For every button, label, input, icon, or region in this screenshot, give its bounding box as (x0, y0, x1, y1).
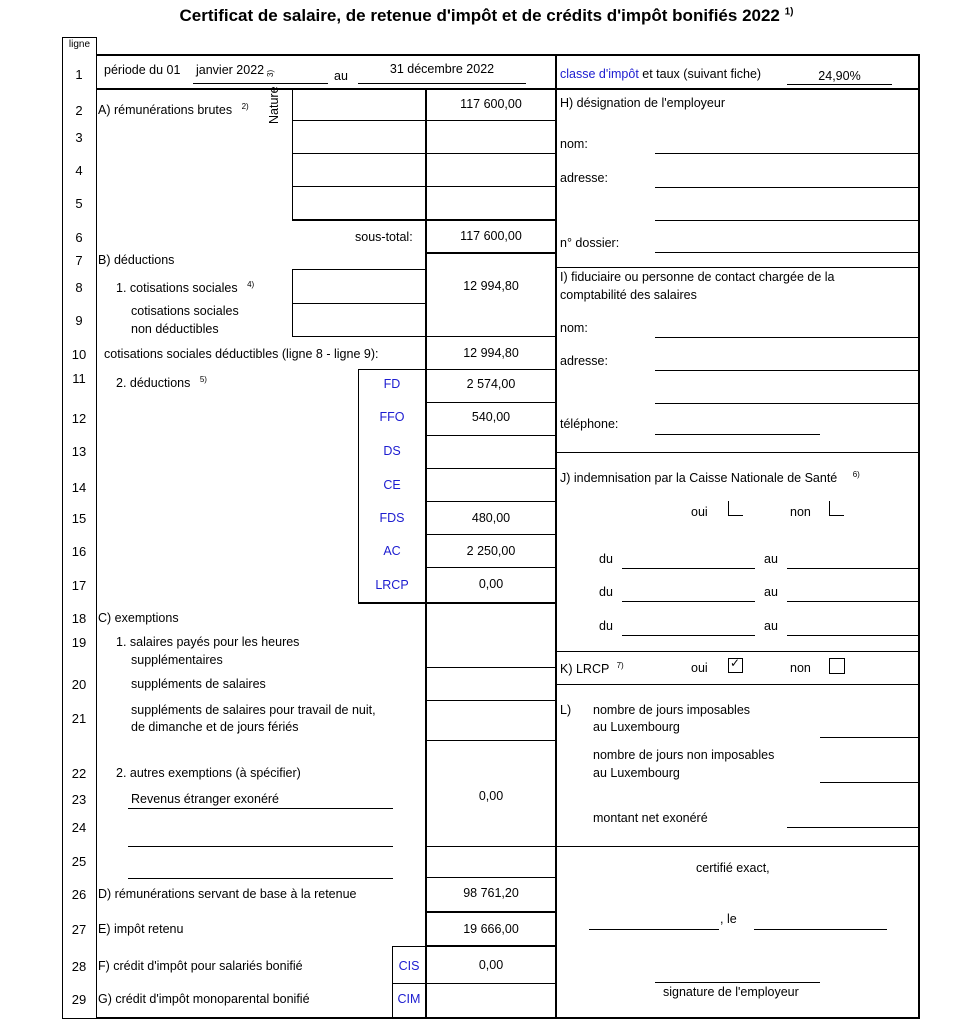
line-number: 5 (75, 196, 83, 211)
subtotal-field[interactable]: 117 600,00 (460, 229, 522, 243)
code-ce: CE (383, 478, 401, 492)
line-number: 4 (75, 163, 83, 178)
deductions-text: 2. déductions (116, 376, 191, 391)
section-d-label: D) rémunérations servant de base à la retenue (98, 887, 357, 901)
cns-au-label: au (764, 585, 778, 599)
overtime-line1: 1. salaires payés pour les heures (116, 635, 300, 649)
gross-amount-field[interactable]: 117 600,00 (460, 97, 522, 111)
page-title (0, 6, 973, 26)
night-line2: de dimanche et de jours fériés (131, 720, 299, 734)
line-number: 1 (75, 67, 83, 82)
deductions-footnote: 5) (199, 375, 207, 384)
line-number: 11 (72, 371, 86, 386)
cns-du-label: du (599, 585, 613, 599)
line-number: 10 (71, 347, 87, 362)
cns-oui-label: oui (691, 505, 708, 519)
line-number: 20 (71, 677, 87, 692)
line-number: 21 (71, 711, 87, 726)
section-f-label: F) crédit d'impôt pour salariés bonifié (98, 959, 303, 973)
deductible-label: cotisations sociales déductibles (ligne 8 - ligne 9): (104, 347, 379, 361)
code-cim: CIM (397, 992, 421, 1006)
line-number: 8 (75, 280, 83, 295)
lrcp-oui-label: oui (691, 661, 708, 675)
cns-au-label: au (764, 619, 778, 633)
section-b-label: B) déductions (98, 253, 175, 267)
line-number: 12 (71, 411, 87, 426)
section-i-line1: I) fiduciaire ou personne de contact chargée de la (560, 270, 835, 284)
section-g-label: G) crédit d'impôt monoparental bonifié (98, 992, 310, 1006)
code-ac: AC (383, 544, 401, 558)
nature-label (266, 70, 281, 124)
title-text: Certificat de salaire, de retenue d'impôt et de crédits d'impôt bonifiés 2022 (179, 6, 780, 25)
cns-oui-checkbox[interactable] (728, 501, 743, 516)
line-number: 6 (75, 230, 83, 245)
section-c-label: C) exemptions (98, 611, 179, 625)
section-k-text: K) LRCP (560, 662, 610, 677)
period-au-label: au (334, 69, 348, 83)
cns-du-label: du (599, 552, 613, 566)
nontaxable-days-line1: nombre de jours non imposables (593, 748, 775, 762)
contact-name-label: nom: (560, 321, 588, 335)
section-e-field[interactable]: 19 666,00 (463, 922, 519, 936)
deductions-label (116, 375, 207, 390)
lrcp-oui-checkbox[interactable] (728, 658, 743, 673)
non-deductible-line1: cotisations sociales (131, 304, 239, 318)
line-number: 27 (71, 922, 87, 937)
line-number: 9 (75, 313, 83, 328)
deductible-field[interactable]: 12 994,80 (463, 346, 519, 360)
tax-rate-field[interactable]: 24,90% (818, 69, 861, 83)
line-number: 28 (71, 959, 87, 974)
cns-au-label: au (764, 552, 778, 566)
cotisations-footnote: 4) (247, 280, 255, 289)
lrcp-non-checkbox[interactable] (829, 658, 845, 674)
line-number: 16 (71, 544, 87, 559)
section-f-field[interactable]: 0,00 (478, 958, 504, 972)
night-line1: suppléments de salaires pour travail de nuit, (131, 703, 376, 717)
employer-name-label: nom: (560, 137, 588, 151)
line-number: 19 (71, 635, 87, 650)
section-h-label: H) désignation de l'employeur (560, 96, 725, 110)
section-l-label: L) (560, 703, 572, 717)
code-fd: FD (383, 377, 401, 391)
section-e-label: E) impôt retenu (98, 922, 184, 936)
nontaxable-days-line2: au Luxembourg (593, 766, 680, 780)
section-j-footnote: 6) (852, 470, 860, 479)
period-end-field[interactable]: 31 décembre 2022 (389, 62, 495, 76)
foreign-income-label[interactable]: Revenus étranger exonéré (131, 792, 280, 806)
tax-class-label-rest: et taux (suivant fiche) (638, 67, 762, 81)
period-start-field[interactable]: janvier 2022 (196, 63, 265, 77)
cotisations-label (116, 280, 254, 295)
code-fd-value[interactable]: 2 574,00 (466, 377, 516, 391)
line-number: 7 (75, 253, 83, 268)
taxable-days-line1: nombre de jours imposables (593, 703, 751, 717)
tax-class-label-blue: classe d'impôt (560, 67, 639, 81)
line-number: 13 (71, 444, 87, 459)
line-number: 24 (71, 820, 87, 835)
nature-text: Nature (267, 86, 282, 124)
line-number: 25 (71, 854, 87, 869)
section-i-line2: comptabilité des salaires (560, 288, 697, 302)
net-exempt-label: montant net exonéré (593, 811, 708, 825)
code-ffo: FFO (379, 410, 405, 424)
lrcp-non-label: non (790, 661, 811, 675)
code-lrcp: LRCP (375, 578, 409, 592)
employer-address-label: adresse: (560, 171, 608, 185)
line-number: 15 (71, 511, 87, 526)
line-number: 22 (71, 766, 87, 781)
title-footnote: 1) (784, 6, 794, 18)
line-number: 3 (75, 130, 83, 145)
overtime-line2: supplémentaires (131, 653, 223, 667)
section-a-footnote: 2) (241, 102, 249, 111)
tax-class-label (560, 67, 761, 81)
section-j-text: J) indemnisation par la Caisse Nationale de Santé (560, 471, 838, 486)
section-k-label (560, 661, 624, 676)
section-d-field[interactable]: 98 761,20 (463, 886, 519, 900)
supplements-label: suppléments de salaires (131, 677, 266, 691)
section-j-label (560, 470, 860, 485)
signature-label: signature de l'employeur (663, 985, 799, 999)
section-k-footnote: 7) (616, 661, 624, 670)
contact-phone-label: téléphone: (560, 417, 619, 431)
nature-footnote: 3) (266, 69, 275, 77)
code-ds: DS (383, 444, 401, 458)
cns-du-label: du (599, 619, 613, 633)
period-label: période du 01 (104, 63, 181, 77)
date-separator-label: , le (720, 912, 737, 926)
contact-address-label: adresse: (560, 354, 608, 368)
non-deductible-line2: non déductibles (131, 322, 219, 336)
code-ac-value[interactable]: 2 250,00 (466, 544, 516, 558)
section-a-text: A) rémunérations brutes (98, 103, 233, 118)
line-number: 18 (71, 611, 87, 626)
section-a-label (98, 102, 249, 117)
code-fds-value[interactable]: 480,00 (471, 511, 511, 525)
other-exemptions-label: 2. autres exemptions (à spécifier) (116, 766, 301, 780)
line-number: 14 (71, 480, 87, 495)
line-number: 29 (71, 992, 87, 1007)
certified-label: certifié exact, (696, 861, 770, 875)
cns-non-checkbox[interactable] (829, 501, 844, 516)
cotisations-text: 1. cotisations sociales (116, 281, 238, 296)
ligne-header: ligne (68, 39, 91, 50)
taxable-days-line2: au Luxembourg (593, 720, 680, 734)
line-number: 26 (71, 887, 87, 902)
dossier-label: n° dossier: (560, 236, 620, 250)
cns-non-label: non (790, 505, 811, 519)
code-lrcp-value[interactable]: 0,00 (478, 577, 504, 591)
code-ffo-value[interactable]: 540,00 (471, 410, 511, 424)
line-number: 23 (71, 792, 87, 807)
line-number: 2 (75, 103, 83, 118)
code-fds: FDS (379, 511, 405, 525)
subtotal-label: sous-total: (355, 230, 413, 244)
foreign-income-field[interactable]: 0,00 (478, 789, 504, 803)
code-cis: CIS (398, 959, 420, 973)
line-number: 17 (71, 578, 87, 593)
cotisations-field[interactable]: 12 994,80 (463, 279, 519, 293)
